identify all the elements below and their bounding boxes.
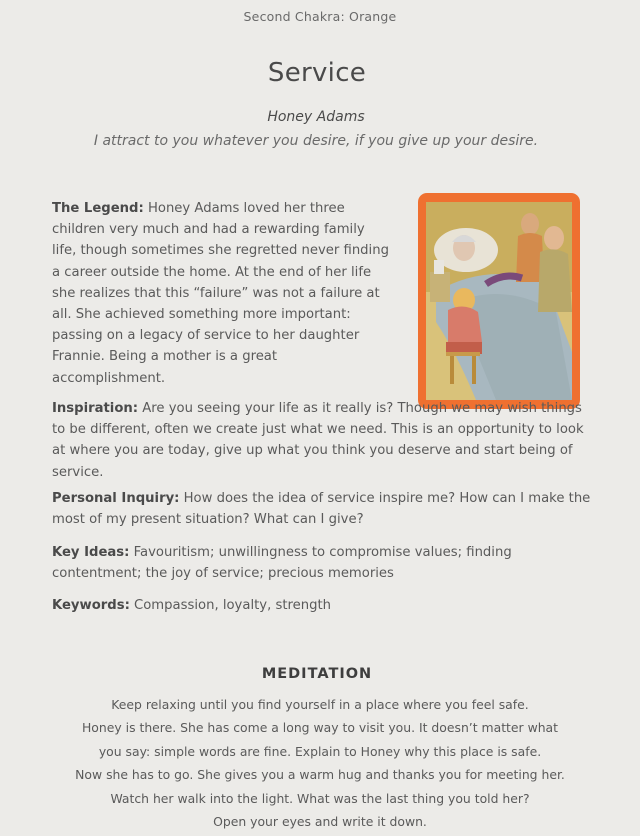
- meditation-line: Now she has to go. She gives you a warm hug and thanks you for meeting her.: [75, 767, 565, 783]
- inspiration-label: Inspiration:: [52, 401, 139, 416]
- keywords-paragraph: [52, 595, 592, 616]
- meditation-heading: MEDITATION: [261, 666, 373, 682]
- meditation-line: Open your eyes and write it down.: [213, 814, 427, 830]
- key-ideas-paragraph: [52, 542, 592, 584]
- key-ideas-label: Key Ideas:: [52, 545, 130, 560]
- meditation-line: Watch her walk into the light. What was the last thing you told her?: [110, 790, 530, 806]
- meditation-text: [0, 693, 640, 833]
- keywords-text: Compassion, loyalty, strength: [129, 598, 332, 613]
- chakra-header: Second Chakra: Orange: [243, 9, 397, 24]
- inquiry-label: Personal Inquiry:: [52, 491, 180, 506]
- legend-label: The Legend:: [52, 201, 144, 216]
- card-illustration: [426, 202, 572, 400]
- inspiration-paragraph: [52, 398, 592, 483]
- legend-paragraph: [52, 198, 392, 389]
- inquiry-paragraph: [52, 488, 592, 530]
- author-name: Honey Adams: [267, 109, 365, 125]
- inquiry-text: How does the idea of service inspire me? How can I make the most of my present situation? What can I give?: [52, 491, 591, 528]
- page-title: Service: [267, 58, 367, 88]
- legend-text: Honey Adams loved her three children very much and had a rewarding family life, though sometimes she regretted never finding a career outside the home. At the end of her life she realizes that this “failure” was not a failure at all. She achieved something more important: passing on a legacy of service to her daughter Frannie. Being a mother is a great accomplishment.: [52, 201, 389, 386]
- keywords-label: Keywords:: [52, 598, 130, 613]
- quote: I attract to you whatever you desire, if you give up your desire.: [93, 133, 539, 149]
- key-ideas-text: Favouritism; unwillingness to compromise values; finding contentment; the joy of service; precious memories: [52, 545, 512, 582]
- meditation-line: Honey is there. She has come a long way to visit you. It doesn’t matter what: [81, 720, 559, 736]
- meditation-line: Keep relaxing until you find yourself in a place where you feel safe.: [111, 697, 529, 712]
- card-illustration-frame: [418, 193, 580, 409]
- meditation-line: you say: simple words are fine. Explain to Honey why this place is safe.: [98, 743, 542, 759]
- inspiration-text: Are you seeing your life as it really is? Though we may wish things to be different, often we create just what we need. This is an opportunity to look at where you are today, give up what you think you deserve and start being of service.: [52, 401, 584, 480]
